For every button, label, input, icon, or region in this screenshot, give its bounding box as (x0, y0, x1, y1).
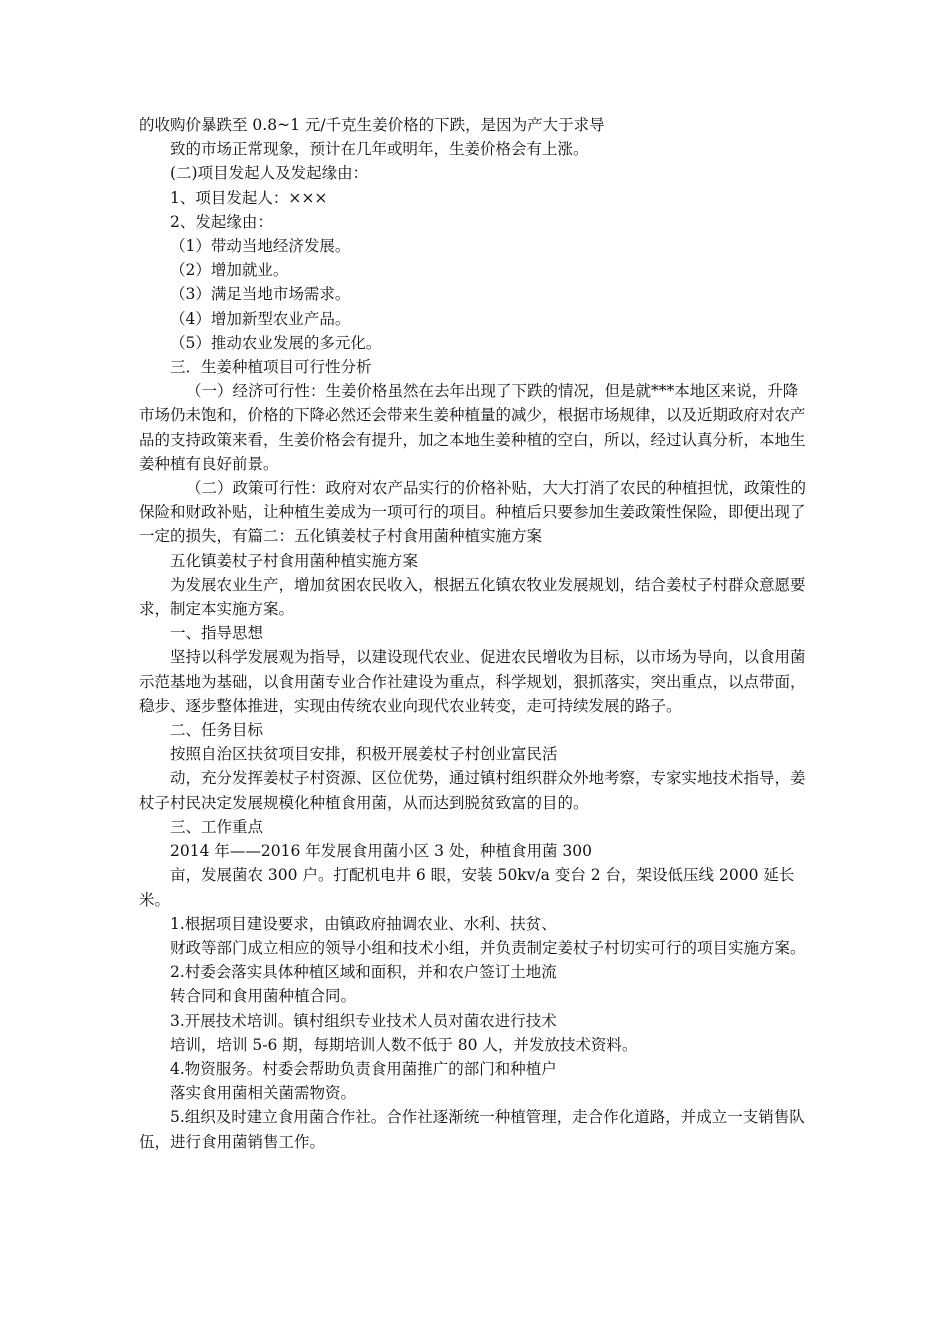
list-item: 1.根据项目建设要求，由镇政府抽调农业、水利、扶贫、 (170, 914, 557, 933)
list-item: 4.物资服务。村委会帮助负责食用菌推广的部门和种植户 (170, 1059, 557, 1078)
paragraph: 转合同和食用菌种植合同。 (170, 987, 357, 1006)
list-item: （2）增加就业。 (170, 261, 289, 280)
section-heading: 三．生姜种植项目可行性分析 (170, 358, 372, 377)
section-heading: 一、指导思想 (170, 624, 264, 643)
paragraph: 按照自治区扶贫项目安排，积极开展姜杖子村创业富民活 (170, 745, 558, 764)
paragraph: 坚持以科学发展观为指导，以建设现代农业、促进农民增收为目标，以市场为导向，以食用菌示范基地为基础，以食用菌专业合作社建设为重点，科学规划，狠抓落实，突出重点，以点带面，稳步、逐步整体推进，实现由传统农业向现代农业转变，走可持续发展的路子。 (139, 648, 806, 715)
paragraph: 为发展农业生产，增加贫困农民收入，根据五化镇农牧业发展规划，结合姜杖子村群众意愿要求，制定本实施方案。 (139, 575, 806, 619)
list-item: （1）带动当地经济发展。 (170, 237, 351, 256)
list-item: 1、项目发起人：××× (170, 188, 328, 207)
paragraph: （一）经济可行性：生姜价格虽然在去年出现了下跌的情况，但是就***本地区来说，升降市场仍未饱和，价格的下降必然还会带来生姜种植量的减少，根据市场规律，以及近期政府对农产品的支持政策来看，生姜价格会有提升，加之本地生姜种植的空白，所以，经过认真分析，本地生姜种植有良好前景。 (139, 382, 806, 473)
list-item: （3）满足当地市场需求。 (170, 285, 351, 304)
paragraph: 财政等部门成立相应的领导小组和技术小组，并负责制定姜杖子村切实可行的项目实施方案。 (170, 938, 806, 957)
document-body (139, 113, 811, 1154)
paragraph: 的收购价暴跌至 0.8~1 元/千克生姜价格的下跌，是因为产大于求导 (139, 116, 605, 134)
paragraph: 培训，培训 5-6 期，每期培训人数不低于 80 人，并发放技术资料。 (170, 1035, 638, 1054)
list-item: 2、发起缘由： (170, 212, 273, 231)
list-item: （5）推动农业发展的多元化。 (170, 333, 382, 352)
paragraph: 落实食用菌相关菌需物资。 (170, 1084, 357, 1103)
list-item: （4）增加新型农业产品。 (170, 309, 351, 328)
section-heading: 二、任务目标 (170, 721, 264, 740)
paragraph: （二）政策可行性：政府对农产品实行的价格补贴，大大打消了农民的种植担忧，政策性的保险和财政补贴，让种植生姜成为一项可行的项目。种植后只要参加生姜政策性保险，即便出现了一定的损失，有篇二：五化镇姜杖子村食用菌种植实施方案 (139, 479, 807, 546)
section-heading: 三、工作重点 (170, 817, 264, 836)
list-item: 2.村委会落实具体种植区域和面积，并和农户签订土地流 (170, 963, 557, 982)
section-heading: (二)项目发起人及发起缘由： (170, 164, 369, 183)
paragraph: 动，充分发挥姜杖子村资源、区位优势，通过镇村组织群众外地考察，专家实地技术指导，姜杖子村民决定发展规模化种植食用菌，从而达到脱贫致富的目的。 (139, 769, 806, 812)
paragraph: 致的市场正常现象，预计在几年或明年，生姜价格会有上涨。 (170, 140, 589, 159)
paragraph: 2014 年——2016 年发展食用菌小区 3 处，种植食用菌 300 (170, 842, 592, 861)
list-item: 3.开展技术培训。镇村组织专业技术人员对菌农进行技术 (170, 1011, 557, 1030)
paragraph: 亩，发展菌农 300 户。打配机电井 6 眼，安装 50kv/a 变台 2 台，架设低压线 2000 延长米。 (139, 866, 795, 909)
document-title: 五化镇姜杖子村食用菌种植实施方案 (170, 551, 419, 570)
list-item: 5.组织及时建立食用菌合作社。合作社逐渐统一种植管理，走合作化道路，并成立一支销售队伍，进行食用菌销售工作。 (139, 1108, 805, 1151)
